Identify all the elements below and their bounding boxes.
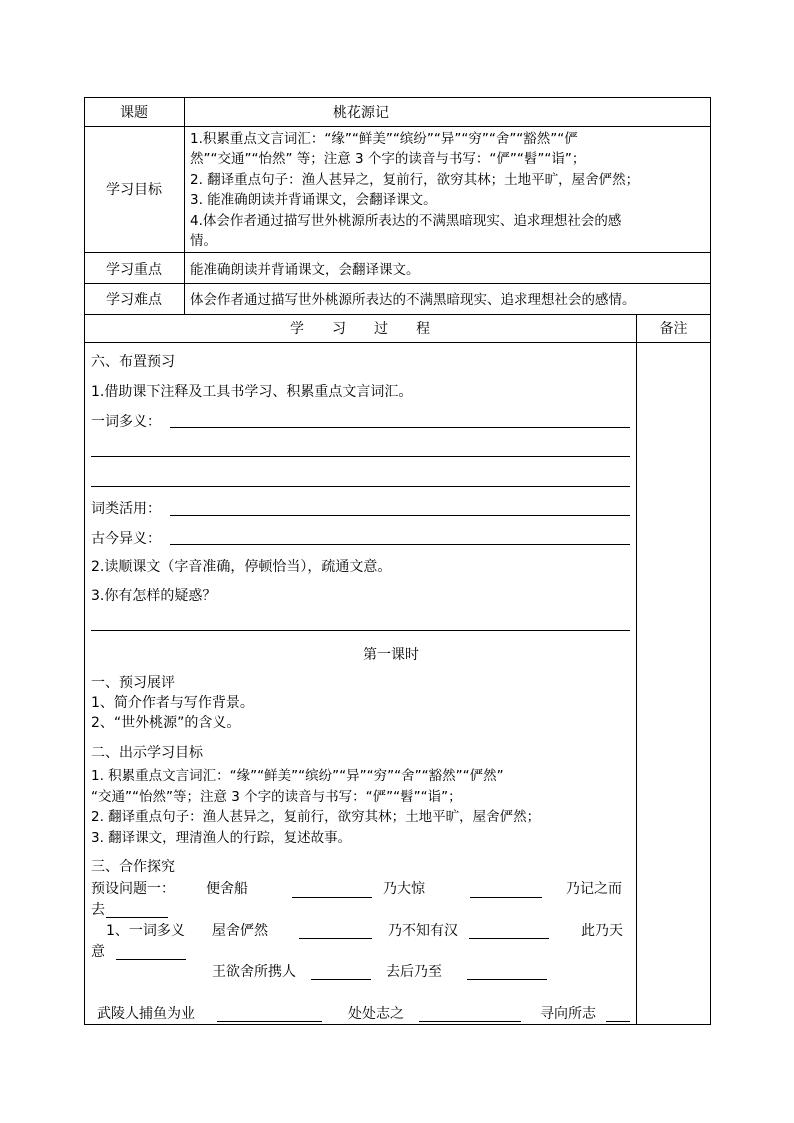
answer-line bbox=[106, 917, 168, 918]
polysemy-term: 屋舍俨然 bbox=[212, 923, 268, 939]
polysemy-term: 武陵人捕鱼为业 bbox=[97, 1006, 195, 1022]
row-divider bbox=[84, 252, 711, 253]
word-class-label: 词类活用： bbox=[91, 501, 161, 517]
question-term: 乃大惊 bbox=[383, 881, 425, 897]
polysemy-item-label: 1、一词多义 bbox=[106, 923, 185, 939]
topic-label: 课题 bbox=[120, 105, 148, 121]
answer-line bbox=[467, 979, 547, 980]
answer-line bbox=[91, 456, 630, 457]
polysemy-label: 一词多义： bbox=[91, 414, 161, 430]
row-divider bbox=[84, 342, 711, 343]
preview-item-1: 1.借助课下注释及工具书学习、积累重点文言词汇。 bbox=[91, 384, 413, 400]
preview-title: 六、布置预习 bbox=[91, 354, 175, 370]
section-1-title: 一、预习展评 bbox=[91, 675, 175, 691]
question-term: 乃记之而 bbox=[566, 881, 622, 897]
notes-column-divider bbox=[636, 314, 637, 1025]
polysemy-term: 寻向所志 bbox=[540, 1006, 596, 1022]
answer-line bbox=[470, 897, 542, 898]
answer-line bbox=[116, 959, 186, 960]
answer-line bbox=[469, 938, 549, 939]
polysemy-term: 处处志之 bbox=[348, 1006, 404, 1022]
notes-label: 备注 bbox=[659, 321, 688, 337]
section-2-title: 二、出示学习目标 bbox=[91, 745, 203, 761]
question-label: 预设问题一： bbox=[91, 881, 175, 897]
section-2-item: “交通”“怡然”等；注意 3 个字的读音与书写：“俨”“髫”“诣”； bbox=[91, 789, 462, 805]
polysemy-term: 王欲舍所携人 bbox=[212, 964, 296, 980]
topic-value: 桃花源记 bbox=[333, 105, 389, 121]
goal-line: 情。 bbox=[190, 233, 217, 249]
polysemy-term: 乃不知有汉 bbox=[388, 923, 458, 939]
process-label: 学 习 过 程 bbox=[290, 321, 430, 337]
answer-line bbox=[419, 1021, 521, 1022]
goal-line: 4.体会作者通过描写世外桃源所表达的不满黑暗现实、追求理想社会的感 bbox=[190, 213, 622, 229]
label-column-divider bbox=[184, 97, 185, 314]
goal-line: 3. 能准确朗读并背诵课文，会翻译课文。 bbox=[190, 192, 437, 208]
row-divider bbox=[84, 283, 711, 284]
ancient-modern-label: 古今异义： bbox=[91, 531, 161, 547]
row-divider bbox=[84, 126, 711, 127]
difficulty-label: 学习难点 bbox=[106, 292, 162, 308]
section-3-title: 三、合作探究 bbox=[91, 859, 175, 875]
answer-line bbox=[311, 979, 371, 980]
question-term: 便舍船 bbox=[206, 881, 248, 897]
polysemy-term: 去后乃至 bbox=[386, 964, 442, 980]
answer-line bbox=[217, 1021, 322, 1022]
lesson-title: 第一课时 bbox=[363, 647, 419, 663]
question-term-cont: 去 bbox=[91, 902, 105, 918]
focus-value: 能准确朗读并背诵课文，会翻译课文。 bbox=[190, 262, 420, 278]
goals-label: 学习目标 bbox=[106, 182, 162, 198]
answer-line bbox=[170, 515, 630, 516]
answer-line bbox=[91, 486, 630, 487]
goal-line: 2. 翻译重点句子：渔人甚异之，复前行，欲穷其林；土地平旷，屋舍俨然； bbox=[190, 172, 640, 188]
preview-item-2: 2.读顺课文（字音准确，停顿恰当），疏通文意。 bbox=[91, 559, 392, 575]
preview-item-3: 3.你有怎样的疑惑？ bbox=[91, 588, 217, 604]
section-2-item: 3. 翻译课文，理清渔人的行踪，复述故事。 bbox=[91, 830, 352, 846]
section-2-item: 2. 翻译重点句子：渔人甚异之，复前行，欲穷其林；土地平旷，屋舍俨然； bbox=[91, 809, 541, 825]
polysemy-term: 此乃天 bbox=[581, 923, 623, 939]
answer-line bbox=[170, 427, 630, 428]
goal-line: 然”“交通”“怡然” 等；注意 3 个字的读音与书写：“俨”“髫”“诣”； bbox=[190, 151, 586, 167]
goal-line: 1.积累重点文言词汇：“缘”“鲜美”“缤纷”“异”“穷”“舍”“豁然”“俨 bbox=[190, 131, 578, 147]
answer-line bbox=[299, 938, 372, 939]
section-1-item: 1、简介作者与写作背景。 bbox=[91, 695, 254, 711]
difficulty-value: 体会作者通过描写世外桃源所表达的不满黑暗现实、追求理想社会的感情。 bbox=[190, 292, 636, 308]
answer-line bbox=[170, 544, 630, 545]
answer-line bbox=[292, 897, 372, 898]
polysemy-term-cont: 意 bbox=[91, 944, 105, 960]
section-1-item: 2、“世外桃源”的含义。 bbox=[91, 715, 241, 731]
row-divider bbox=[84, 314, 711, 315]
focus-label: 学习重点 bbox=[106, 262, 162, 278]
answer-line bbox=[606, 1021, 630, 1022]
answer-line bbox=[91, 630, 630, 631]
section-2-item: 1. 积累重点文言词汇：“缘”“鲜美”“缤纷”“异”“穷”“舍”“豁然”“俨然” bbox=[91, 768, 504, 784]
